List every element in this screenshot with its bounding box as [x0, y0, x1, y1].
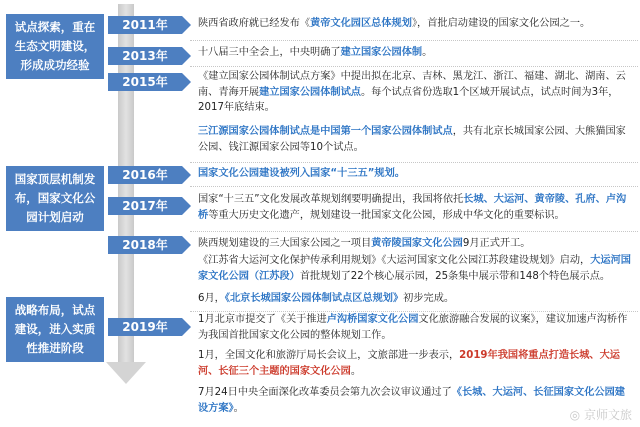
- entry-2016: 国家文化公园建设被列入国家“十三五”规划。: [198, 168, 405, 179]
- watermark: ◎ 京师文旅: [569, 408, 632, 422]
- entry-2019-lugouqiao: 1月北京市提交了《关于推进卢沟桥国家文化公园文化旅游融合发展的议案》，建议加速卢沟桥作为我国首批国家文化公园的整体规划工作。: [198, 314, 628, 341]
- entry-2019-ministry: 1月，全国文化和旅游厅局长会议上，文旅部进一步表示，2019年我国将重点打造长城、大运河、长征三个主题的国家文化公园。: [198, 350, 620, 377]
- entry-2019-approval: 7月24日中央全面深化改革委员会第九次会议审议通过了《长城、大运河、长征国家文化公园建设方案》。: [198, 387, 625, 414]
- phase-label-strategy: 战略布局，试点建设，进入实质性推进阶段: [6, 297, 104, 362]
- phase-label-trial: 试点探索，重在生态文明建设，形成成功经验: [6, 14, 104, 79]
- phase-label-mechanism: 国家顶层机制发布，国家文化公园计划启动: [6, 166, 104, 231]
- entry-2017: 国家“十三五”文化发展改革规划纲要明确提出，我国将依托长城、大运河、黄帝陵、孔府、卢沟桥等重大历史文化遗产，规划建设一批国家文化公园，形成中华文化的重要标识。: [198, 194, 627, 221]
- year-tab-2017: 2017年: [108, 197, 182, 215]
- entry-2015-sanjiangyuan: 三江源国家公园体制试点是中国第一个国家公园体制试点，共有北京长城国家公园、大熊猫国家公园、钱江源国家公园等10个试点。: [198, 126, 626, 153]
- entry-2018-beijing: 6月，《北京长城国家公园体制试点区总规划》初步完成。: [198, 293, 455, 304]
- year-tab-2011: 2011年: [108, 16, 182, 34]
- entry-2018-huangdiling: 陕西规划建设的三大国家公园之一项目黄帝陵国家文化公园9月正式开工。: [198, 238, 531, 249]
- entry-2018-jiangsu: 《江苏省大运河文化保护传承利用规划》《大运河国家文化公园江苏段建设规划》启动，大运河国家文化公园（江苏段）首批规划了22个核心展示园，25条集中展示带和148个特色展示点。: [198, 255, 631, 282]
- separator: [190, 66, 638, 67]
- separator: [190, 162, 638, 163]
- separator: [190, 186, 638, 187]
- year-tab-2019: 2019年: [108, 318, 182, 336]
- separator: [190, 40, 638, 41]
- entry-2015-pilot-plan: 《建立国家公园体制试点方案》中提出拟在北京、吉林、黑龙江、浙江、福建、湖北、湖南、云南、青海开展建立国家公园体制试点。每个试点省份选取1个区域开展试点，试点时间为3年，2017年底结束。: [198, 71, 626, 113]
- timeline-arrow-head: [106, 362, 146, 384]
- wechat-icon: ◎: [569, 408, 581, 422]
- entry-2011: 陕西省政府就已经发布《黄帝文化园区总体规划》，首批启动建设的国家文化公园之一。: [198, 18, 591, 29]
- separator: [190, 231, 638, 232]
- year-tab-2013: 2013年: [108, 47, 182, 65]
- year-tab-2015: 2015年: [108, 73, 182, 91]
- year-tab-2018: 2018年: [108, 236, 182, 254]
- year-tab-2016: 2016年: [108, 166, 182, 184]
- entry-2013: 十八届三中全会上，中央明确了建立国家公园体制。: [198, 47, 433, 58]
